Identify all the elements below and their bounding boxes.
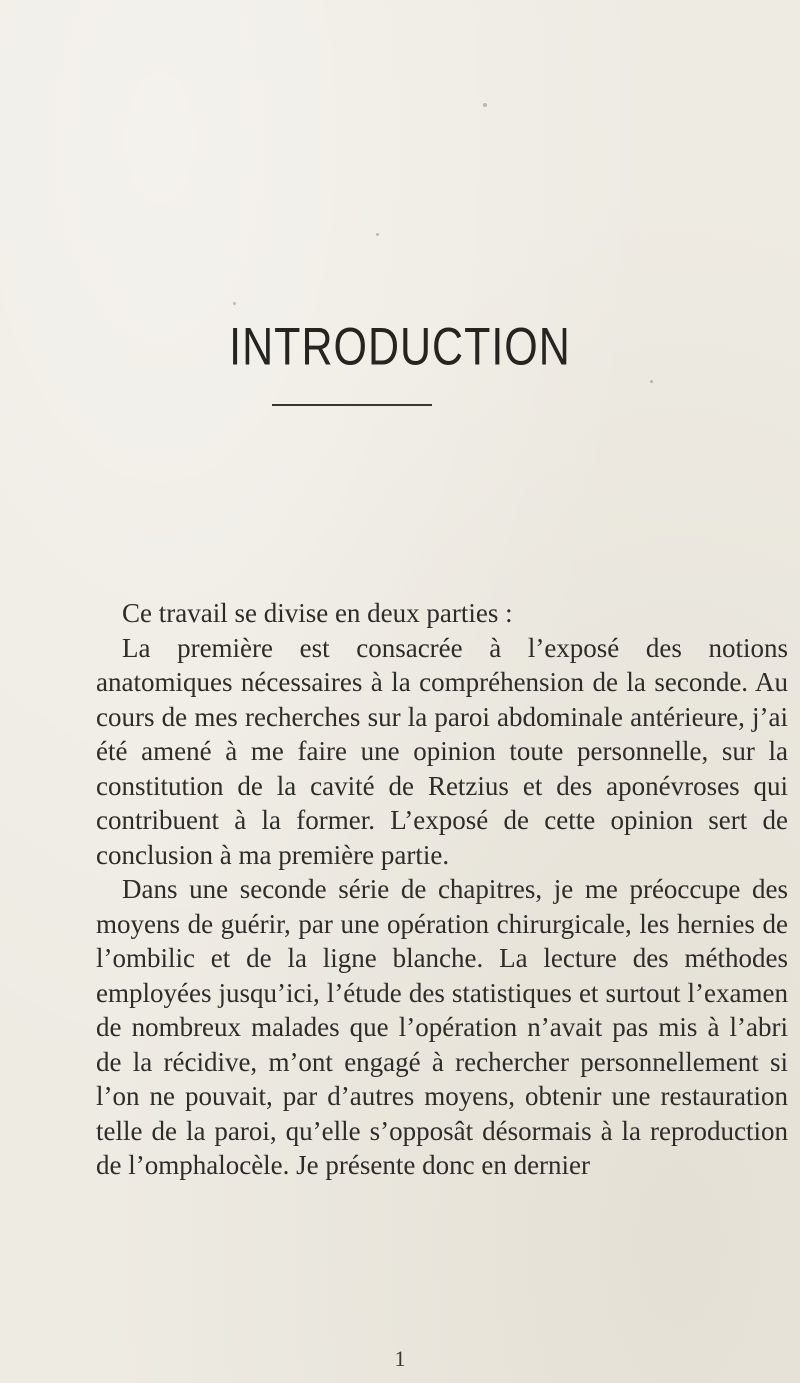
body-text bbox=[96, 596, 788, 1183]
paper-speck bbox=[233, 302, 236, 305]
paper-speck bbox=[483, 103, 487, 107]
paragraph-3: Dans une seconde série de chapitres, je me préoccupe des moyens de guérir, par une opération chirurgicale, les hernies de l’ombilic et de la ligne blanche. La lecture des méthodes employées jusqu’ici, l’étude des statistiques et surtout l’examen de nombreux malades que l’opération n’avait pas mis à l’abri de la récidive, m’ont engagé à rechercher personnellement si l’on ne pouvait, par d’autres moyens, obtenir une restauration telle de la paroi, qu’elle s’opposât désormais à la reproduction de l’omphalocèle. Je présente donc en dernier bbox=[96, 874, 788, 1180]
paper-speck bbox=[376, 233, 379, 236]
page-number: 1 bbox=[394, 1346, 406, 1371]
page-title: INTRODUCTION bbox=[229, 318, 571, 377]
title-divider bbox=[272, 404, 432, 406]
paragraph-1: Ce travail se divise en deux parties : bbox=[122, 598, 513, 628]
paragraph-2: La première est consacrée à l’exposé des notions anatomiques nécessaires à la compréhension de la seconde. Au cours de mes recherches sur la paroi abdominale antérieure, j’ai été amené à me faire une opinion toute personnelle, sur la constitution de la cavité de Retzius et des aponévroses qui contribuent à la former. L’exposé de cette opinion sert de conclusion à ma première partie. bbox=[96, 632, 788, 870]
paper-speck bbox=[650, 380, 653, 383]
